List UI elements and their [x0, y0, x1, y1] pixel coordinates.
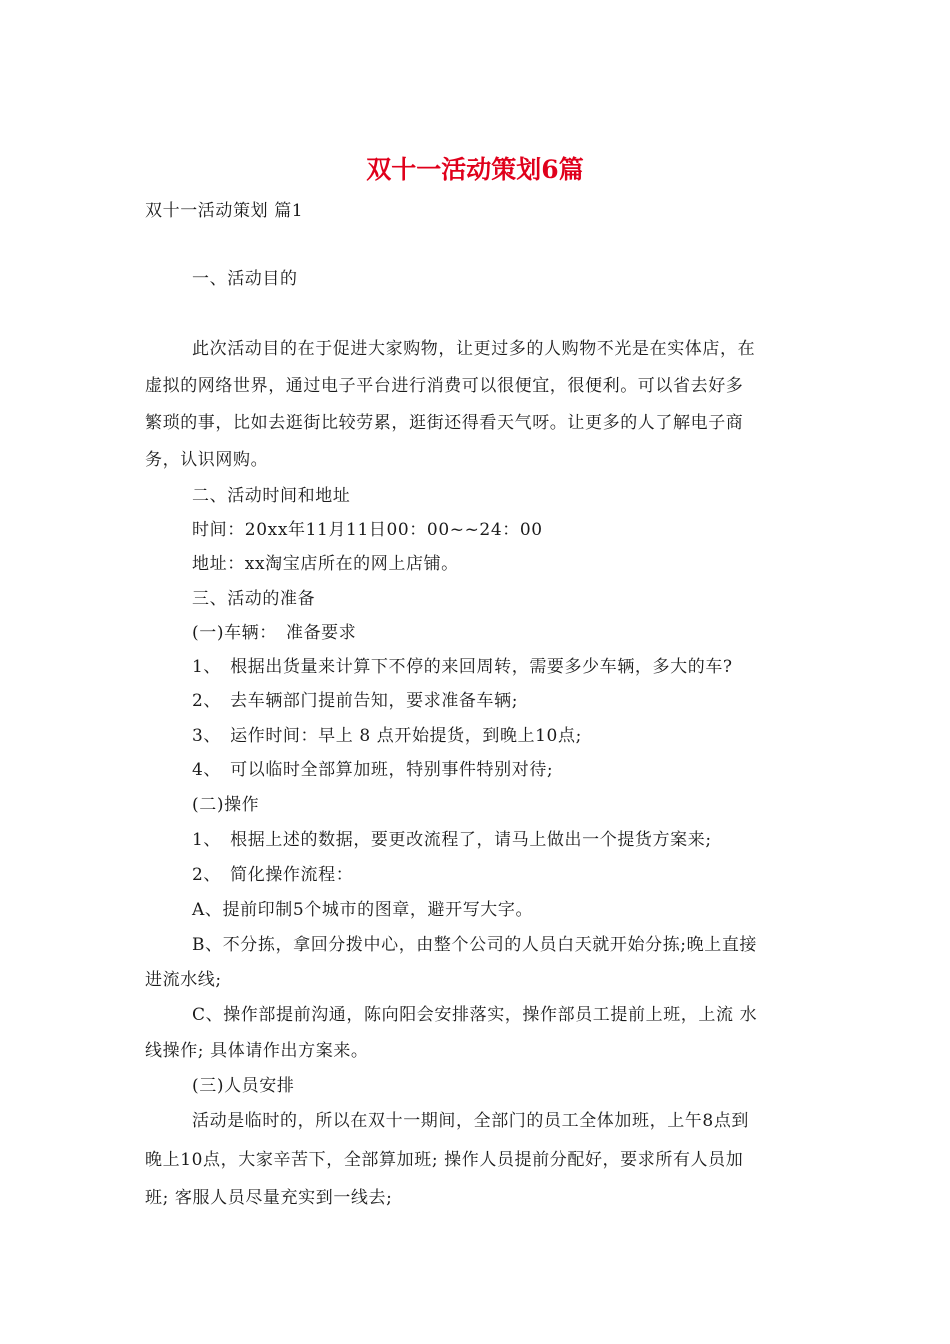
paragraph-line: 线操作; 具体请作出方案来。 [145, 1041, 369, 1061]
list-item: 1、 根据上述的数据，要更改流程了，请马上做出一个提货方案来; [192, 830, 712, 850]
paragraph-line: 晚上10点，大家辛苦下，全部算加班; 操作人员提前分配好，要求所有人员加 [145, 1150, 744, 1170]
list-item: B、不分拣，拿回分拨中心，由整个公司的人员白天就开始分拣;晚上直接 [192, 935, 758, 955]
document-title: 双十一活动策划6篇 [366, 155, 584, 184]
list-item: 4、 可以临时全部算加班，特别事件特别对待; [192, 760, 554, 780]
list-item: 2、 简化操作流程： [192, 865, 354, 885]
section-heading: 双十一活动策划 篇1 [145, 201, 304, 221]
subheading: 二、活动时间和地址 [192, 486, 351, 506]
paragraph-line: 此次活动目的在于促进大家购物，让更过多的人购物不光是在实体店，在 [192, 339, 756, 359]
subheading: (三)人员安排 [192, 1076, 295, 1096]
list-item: 2、 去车辆部门提前告知，要求准备车辆; [192, 691, 519, 711]
subheading: (二)操作 [192, 795, 260, 815]
subheading: (一)车辆： 准备要求 [192, 623, 357, 643]
paragraph-line: 活动是临时的，所以在双十一期间，全部门的员工全体加班，上午8点到 [192, 1111, 750, 1131]
paragraph-line: 地址：xx淘宝店所在的网上店铺。 [192, 554, 459, 574]
list-item: A、提前印制5个城市的图章，避开写大字。 [192, 900, 534, 920]
list-item: C、操作部提前沟通，陈向阳会安排落实，操作部员工提前上班，上流 水 [192, 1005, 758, 1025]
paragraph-line: 进流水线; [145, 970, 222, 990]
subheading: 三、活动的准备 [192, 589, 316, 609]
paragraph-line: 务，认识网购。 [145, 450, 269, 470]
paragraph-line: 虚拟的网络世界，通过电子平台进行消费可以很便宜，很便利。可以省去好多 [145, 376, 744, 396]
paragraph-line: 时间：20xx年11月11日00：00~~24：00 [192, 520, 543, 540]
paragraph-line: 班; 客服人员尽量充实到一线去; [145, 1188, 393, 1208]
list-item: 3、 运作时间：早上 8 点开始提货，到晚上10点; [192, 726, 582, 746]
list-item: 1、 根据出货量来计算下不停的来回周转，需要多少车辆，多大的车? [192, 657, 733, 677]
paragraph-line: 繁琐的事，比如去逛街比较劳累，逛街还得看天气呀。让更多的人了解电子商 [145, 413, 744, 433]
subheading: 一、活动目的 [192, 269, 298, 289]
